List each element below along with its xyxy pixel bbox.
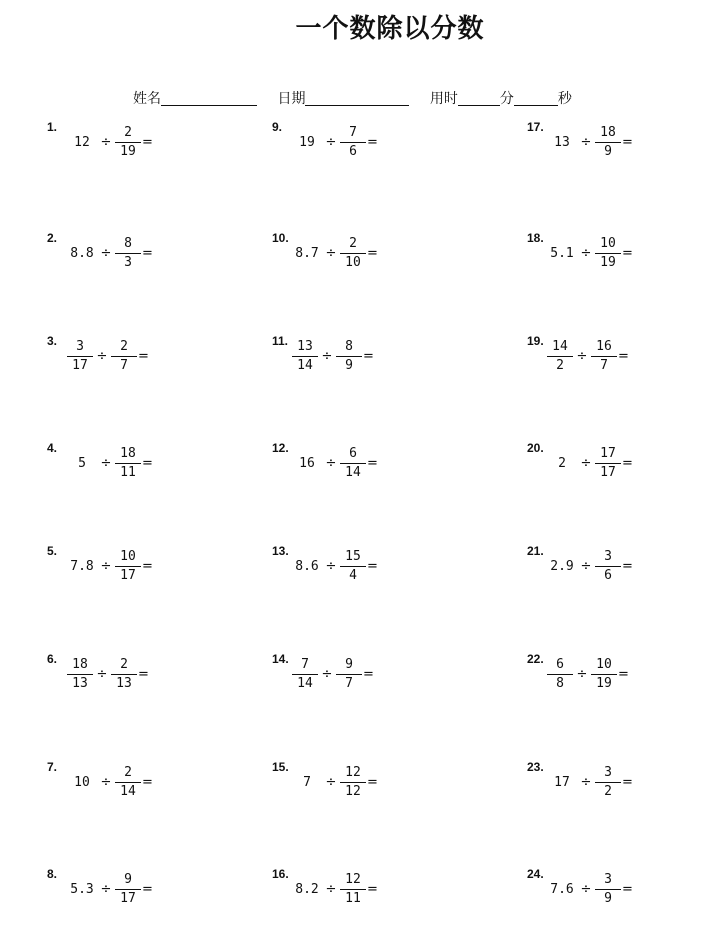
divisor-numerator: 18 [595,124,621,143]
divisor-numerator: 15 [340,548,366,567]
dividend-numerator: 7 [292,656,318,675]
divisor-fraction [115,124,141,161]
expression [547,122,633,162]
divisor-numerator: 2 [115,124,141,143]
minute-label: 分 [499,91,514,107]
dividend-numerator: 18 [67,656,93,675]
divisor-fraction [595,445,621,482]
date-blank[interactable] [305,91,409,106]
worksheet-title: 一个数除以分数 [295,14,485,44]
divide-sign: ÷ [576,348,588,364]
divisor-fraction [115,764,141,801]
name-blank[interactable] [161,91,257,106]
divisor-fraction [595,548,621,585]
divisor-numerator: 2 [111,656,137,675]
equals-sign: = [622,558,633,574]
dividend-denominator: 14 [297,357,313,373]
divisor-denominator: 17 [120,890,136,906]
equals-sign: = [622,134,633,150]
equals-sign: = [138,666,149,682]
dividend-number: 10 [74,774,90,790]
equals-sign: = [618,666,629,682]
divisor-denominator: 13 [116,675,132,691]
divisor-denominator: 19 [596,675,612,691]
dividend-numerator: 13 [292,338,318,357]
expression [67,233,153,273]
divisor-numerator: 6 [340,445,366,464]
dividend-number: 12 [74,134,90,150]
problem-number: 22. [527,652,544,666]
seconds-blank[interactable] [514,91,558,106]
dividend-number: 7.8 [70,558,94,574]
divide-sign: ÷ [580,558,592,574]
equals-sign: = [142,558,153,574]
equals-sign: = [363,666,374,682]
divisor-fraction [340,871,366,908]
time-label: 用时 [429,91,458,107]
dividend-fraction [292,656,318,693]
equals-sign: = [142,774,153,790]
divisor-fraction [340,764,366,801]
divisor-numerator: 12 [340,871,366,890]
dividend-denominator: 17 [72,357,88,373]
time-field[interactable] [430,88,572,108]
divisor-numerator: 3 [595,548,621,567]
divisor-denominator: 11 [345,890,361,906]
equals-sign: = [363,348,374,364]
divisor-denominator: 7 [120,357,128,373]
divisor-denominator: 3 [124,254,132,270]
dividend-denominator: 13 [72,675,88,691]
divisor-denominator: 14 [345,464,361,480]
divisor-denominator: 10 [345,254,361,270]
problem-number: 13. [272,544,289,558]
equals-sign: = [622,774,633,790]
expression [67,546,153,586]
expression [292,233,378,273]
expression [292,654,374,694]
divisor-numerator: 12 [340,764,366,783]
equals-sign: = [622,245,633,261]
date-field[interactable] [277,88,409,108]
equals-sign: = [367,774,378,790]
dividend-denominator: 8 [556,675,564,691]
equals-sign: = [142,134,153,150]
divisor-numerator: 2 [115,764,141,783]
dividend-number: 19 [299,134,315,150]
dividend-fraction [547,656,573,693]
dividend-denominator: 2 [556,357,564,373]
expression [292,869,378,909]
divisor-fraction [595,871,621,908]
student-info-header [133,88,588,108]
divisor-numerator: 18 [115,445,141,464]
divisor-fraction [115,235,141,272]
problem-number: 11. [272,334,289,348]
problem-number: 7. [47,760,58,774]
expression [547,546,633,586]
equals-sign: = [142,455,153,471]
divisor-fraction [340,548,366,585]
divisor-denominator: 9 [604,143,612,159]
dividend-fraction [67,656,93,693]
expression [547,233,633,273]
divide-sign: ÷ [325,558,337,574]
problem-number: 17. [527,120,544,134]
divisor-numerator: 16 [591,338,617,357]
divisor-denominator: 6 [604,567,612,583]
dividend-number: 5.3 [70,881,94,897]
divisor-denominator: 2 [604,783,612,799]
divide-sign: ÷ [325,774,337,790]
divisor-denominator: 7 [345,675,353,691]
dividend-number: 13 [554,134,570,150]
expression [67,869,153,909]
problem-number: 19. [527,334,544,348]
divisor-fraction [595,764,621,801]
dividend-number: 2 [558,455,566,471]
problem-number: 18. [527,231,544,245]
dividend-number: 7.6 [550,881,574,897]
dividend-number: 8.8 [70,245,94,261]
divide-sign: ÷ [325,245,337,261]
problem-number: 24. [527,867,544,881]
divisor-fraction [591,656,617,693]
expression [547,869,633,909]
expression [547,654,629,694]
divisor-numerator: 10 [595,235,621,254]
expression [547,762,633,802]
expression [547,336,629,376]
dividend-number: 2.9 [550,558,574,574]
divisor-fraction [595,124,621,161]
divide-sign: ÷ [580,774,592,790]
divide-sign: ÷ [580,245,592,261]
equals-sign: = [367,558,378,574]
equals-sign: = [367,245,378,261]
equals-sign: = [367,881,378,897]
dividend-fraction [67,338,93,375]
dividend-fraction [292,338,318,375]
divisor-denominator: 14 [120,783,136,799]
dividend-number: 5 [78,455,86,471]
second-label: 秒 [557,91,572,107]
divisor-fraction [115,871,141,908]
problem-number: 9. [272,120,283,134]
divisor-fraction [595,235,621,272]
divide-sign: ÷ [580,881,592,897]
divisor-numerator: 3 [595,764,621,783]
divisor-fraction [111,338,137,375]
divide-sign: ÷ [100,558,112,574]
problem-number: 15. [272,760,289,774]
divisor-fraction [340,124,366,161]
divisor-denominator: 9 [604,890,612,906]
problem-number: 1. [47,120,58,134]
divisor-numerator: 7 [340,124,366,143]
problem-number: 23. [527,760,544,774]
divisor-denominator: 19 [120,143,136,159]
dividend-number: 7 [303,774,311,790]
expression [292,762,378,802]
divide-sign: ÷ [325,881,337,897]
divisor-fraction [115,445,141,482]
equals-sign: = [618,348,629,364]
divide-sign: ÷ [580,455,592,471]
divisor-fraction [591,338,617,375]
equals-sign: = [367,455,378,471]
divisor-numerator: 9 [336,656,362,675]
problem-number: 2. [47,231,58,245]
equals-sign: = [138,348,149,364]
divide-sign: ÷ [321,666,333,682]
divisor-denominator: 9 [345,357,353,373]
expression [292,546,378,586]
divisor-fraction [336,656,362,693]
expression [292,122,378,162]
divisor-denominator: 12 [345,783,361,799]
problem-number: 4. [47,441,58,455]
divisor-numerator: 10 [591,656,617,675]
divisor-numerator: 2 [340,235,366,254]
divide-sign: ÷ [325,134,337,150]
divisor-denominator: 19 [600,254,616,270]
divide-sign: ÷ [100,455,112,471]
problem-number: 6. [47,652,58,666]
expression [67,762,153,802]
divisor-denominator: 11 [120,464,136,480]
dividend-number: 8.7 [295,245,319,261]
divisor-numerator: 8 [115,235,141,254]
problem-number: 8. [47,867,58,881]
problem-number: 12. [272,441,289,455]
divisor-denominator: 17 [600,464,616,480]
problem-number: 14. [272,652,289,666]
divisor-denominator: 6 [349,143,357,159]
expression [67,443,153,483]
dividend-numerator: 6 [547,656,573,675]
problem-number: 20. [527,441,544,455]
problem-number: 3. [47,334,58,348]
dividend-number: 8.2 [295,881,319,897]
divisor-fraction [336,338,362,375]
divide-sign: ÷ [100,245,112,261]
divisor-fraction [340,235,366,272]
divisor-numerator: 2 [111,338,137,357]
dividend-number: 16 [299,455,315,471]
divide-sign: ÷ [100,134,112,150]
dividend-numerator: 3 [67,338,93,357]
equals-sign: = [622,881,633,897]
dividend-numerator: 14 [547,338,573,357]
equals-sign: = [142,245,153,261]
divide-sign: ÷ [580,134,592,150]
dividend-fraction [547,338,573,375]
problem-number: 16. [272,867,289,881]
name-label: 姓名 [133,91,161,107]
divisor-numerator: 9 [115,871,141,890]
minutes-blank[interactable] [458,91,500,106]
divisor-fraction [340,445,366,482]
dividend-denominator: 14 [297,675,313,691]
expression [67,122,153,162]
equals-sign: = [622,455,633,471]
divide-sign: ÷ [100,881,112,897]
divisor-numerator: 17 [595,445,621,464]
divide-sign: ÷ [576,666,588,682]
date-label: 日期 [277,91,306,107]
expression [547,443,633,483]
divisor-denominator: 4 [349,567,357,583]
divisor-numerator: 10 [115,548,141,567]
expression [67,654,149,694]
divide-sign: ÷ [325,455,337,471]
divisor-denominator: 17 [120,567,136,583]
expression [67,336,149,376]
name-field[interactable] [133,88,257,108]
divisor-fraction [111,656,137,693]
divide-sign: ÷ [100,774,112,790]
divide-sign: ÷ [96,348,108,364]
dividend-number: 5.1 [550,245,574,261]
divisor-numerator: 3 [595,871,621,890]
divisor-fraction [115,548,141,585]
divisor-numerator: 8 [336,338,362,357]
divisor-denominator: 7 [600,357,608,373]
divide-sign: ÷ [96,666,108,682]
dividend-number: 17 [554,774,570,790]
problem-number: 10. [272,231,289,245]
problem-number: 21. [527,544,544,558]
divide-sign: ÷ [321,348,333,364]
expression [292,443,378,483]
equals-sign: = [142,881,153,897]
equals-sign: = [367,134,378,150]
problem-number: 5. [47,544,58,558]
expression [292,336,374,376]
dividend-number: 8.6 [295,558,319,574]
